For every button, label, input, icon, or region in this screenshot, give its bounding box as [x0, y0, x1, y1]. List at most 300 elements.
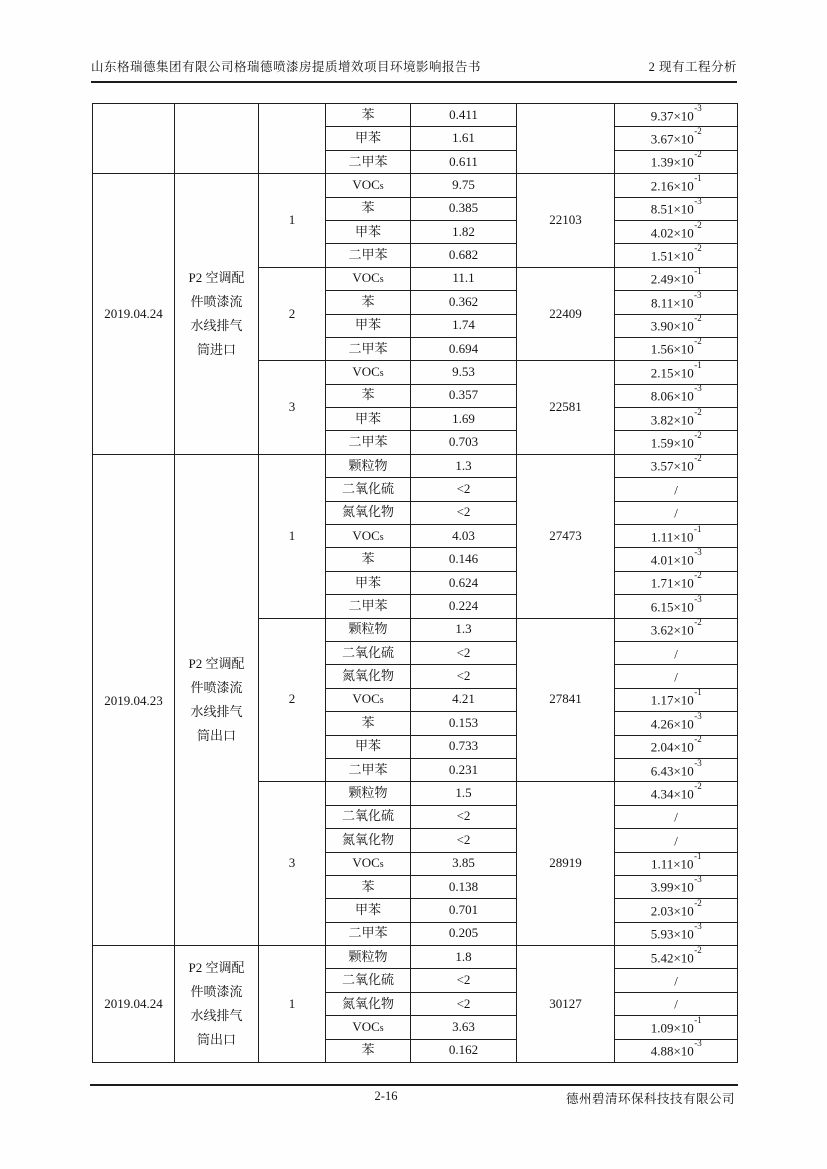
date-cell: [93, 104, 175, 174]
emission-rate-exponent: -2: [694, 571, 702, 581]
emission-rate-cell: [615, 361, 738, 384]
flow-rate-cell: [517, 104, 615, 174]
pollutant-name: 苯: [361, 106, 375, 122]
pollutant-cell: [326, 875, 411, 898]
location-line: 水线排气: [190, 1008, 243, 1024]
pollutant-cell: [326, 197, 411, 220]
pollutant-name: 二甲苯: [348, 761, 388, 777]
emission-rate-cell: [615, 618, 738, 641]
date-text: 2019.04.24: [104, 995, 163, 1011]
concentration-value: <2: [456, 831, 471, 847]
pollutant-cell: [326, 384, 411, 407]
pollutant-cell: [326, 688, 411, 711]
concentration-cell: [411, 875, 517, 898]
pollutant-cell: [326, 665, 411, 688]
emission-rate-mantissa: 2.15×10: [650, 365, 694, 381]
emission-rate-exponent: -2: [694, 220, 702, 230]
pollutant-cell: [326, 104, 411, 127]
concentration-cell: [411, 525, 517, 548]
concentration-cell: [411, 571, 517, 594]
pollutant-name: 二甲苯: [348, 434, 388, 450]
emission-rate-mantissa: 5.93×10: [650, 926, 694, 942]
emission-rate-exponent: -1: [694, 360, 702, 370]
emission-rate-exponent: -3: [694, 290, 702, 300]
header-chapter-title: 2 现有工程分析: [648, 60, 737, 74]
pollutant-name: 二氧化硫: [341, 972, 394, 988]
emission-rate-cell: [615, 712, 738, 735]
flow-rate-cell: [517, 454, 615, 618]
emission-rate-exponent: -2: [694, 430, 702, 441]
emission-rate-cell: [615, 969, 738, 992]
emission-rate-mantissa: 3.90×10: [650, 318, 694, 334]
emission-rate-mantissa: 6.43×10: [650, 762, 694, 778]
pollutant-cell: [326, 922, 411, 945]
emission-rate-mantissa: 8.51×10: [650, 201, 694, 217]
concentration-value: 0.703: [448, 434, 479, 450]
pollutant-subscript: s: [379, 180, 384, 192]
pollutant-cell: [326, 618, 411, 641]
pollutant-cell: [326, 478, 411, 501]
pollutant-cell: [326, 969, 411, 992]
pollutant-name: 二甲苯: [348, 597, 388, 613]
concentration-cell: [411, 712, 517, 735]
concentration-cell: [411, 992, 517, 1015]
concentration-value: 0.411: [449, 106, 478, 122]
concentration-value: 1.8: [455, 948, 472, 964]
emission-rate-cell: [615, 220, 738, 243]
emission-rate-mantissa: /: [674, 973, 678, 989]
sample-number-cell: [259, 454, 326, 618]
sample-number-cell: [259, 361, 326, 455]
pollutant-cell: [326, 758, 411, 781]
emission-rate-cell: [615, 197, 738, 220]
emission-rate-cell: [615, 1016, 738, 1039]
table-row: [93, 946, 738, 969]
pollutant-cell: [326, 641, 411, 664]
concentration-cell: [411, 314, 517, 337]
concentration-cell: [411, 501, 517, 524]
emission-rate-mantissa: 4.34×10: [650, 786, 694, 802]
emission-rate-mantissa: 3.99×10: [650, 879, 694, 895]
monitoring-results-table: [92, 103, 738, 1063]
concentration-cell: [411, 384, 517, 407]
concentration-value: <2: [456, 995, 471, 1011]
pollutant-name: VOC: [352, 691, 380, 707]
location-line: P2 空调配: [188, 656, 245, 672]
emission-rate-mantissa: 1.11×10: [650, 856, 694, 872]
pollutant-cell: [326, 992, 411, 1015]
pollutant-subscript: s: [379, 859, 384, 871]
emission-rate-exponent: -3: [694, 711, 702, 721]
pollutant-name: 氮氧化物: [341, 831, 394, 847]
emission-rate-cell: [615, 501, 738, 524]
emission-rate-mantissa: 1.39×10: [650, 154, 694, 170]
pollutant-cell: [326, 361, 411, 384]
concentration-value: 0.146: [448, 551, 479, 567]
concentration-cell: [411, 431, 517, 454]
emission-rate-cell: [615, 688, 738, 711]
concentration-cell: [411, 735, 517, 758]
concentration-value: 0.205: [448, 925, 479, 941]
location-cell: [175, 454, 259, 945]
concentration-value: 11.1: [452, 270, 475, 286]
concentration-value: 0.624: [448, 574, 479, 590]
emission-rate-exponent: -2: [694, 618, 702, 628]
sample-number: 1: [288, 527, 296, 543]
emission-rate-cell: [615, 314, 738, 337]
pollutant-name: 甲苯: [354, 738, 381, 754]
location-line: 件喷漆流: [190, 680, 243, 696]
location-line: 件喷漆流: [190, 294, 243, 310]
concentration-value: <2: [456, 668, 471, 684]
emission-rate-exponent: -1: [694, 852, 702, 862]
emission-rate-cell: [615, 852, 738, 875]
pollutant-name: 二甲苯: [348, 153, 388, 169]
date-text: 2019.04.24: [104, 305, 163, 321]
pollutant-name: 二甲苯: [348, 247, 388, 263]
monitoring-table-body: [93, 104, 738, 1063]
emission-rate-exponent: -2: [694, 407, 702, 417]
emission-rate-mantissa: /: [674, 482, 678, 498]
concentration-cell: [411, 665, 517, 688]
concentration-cell: [411, 174, 517, 197]
flow-rate-value: 27841: [549, 691, 582, 707]
emission-rate-cell: [615, 922, 738, 945]
emission-rate-mantissa: /: [674, 645, 678, 661]
concentration-cell: [411, 805, 517, 828]
emission-rate-mantissa: 2.16×10: [650, 178, 694, 194]
pollutant-name: VOC: [352, 527, 380, 543]
pollutant-name: 颗粒物: [348, 785, 388, 801]
pollutant-name: 颗粒物: [348, 457, 388, 473]
emission-rate-mantissa: 3.57×10: [650, 458, 694, 474]
table-row: [93, 104, 738, 127]
pollutant-name: 二氧化硫: [341, 808, 394, 824]
pollutant-cell: [326, 454, 411, 477]
pollutant-cell: [326, 1039, 411, 1062]
sample-number: 1: [288, 211, 296, 227]
concentration-value: 9.53: [452, 364, 475, 380]
location-line: 水线排气: [190, 704, 243, 720]
emission-rate-mantissa: 4.02×10: [650, 224, 694, 240]
pollutant-cell: [326, 735, 411, 758]
pollutant-name: 苯: [361, 1042, 375, 1058]
concentration-value: <2: [456, 480, 471, 496]
concentration-cell: [411, 267, 517, 290]
pollutant-cell: [326, 431, 411, 454]
concentration-cell: [411, 641, 517, 664]
concentration-value: 0.224: [448, 597, 479, 613]
emission-rate-cell: [615, 548, 738, 571]
concentration-cell: [411, 1016, 517, 1039]
emission-rate-cell: [615, 758, 738, 781]
concentration-cell: [411, 1039, 517, 1062]
flow-rate-value: 22103: [549, 211, 582, 227]
pollutant-name: VOC: [352, 176, 380, 192]
emission-rate-cell: [615, 150, 738, 173]
pollutant-cell: [326, 571, 411, 594]
pollutant-name: 苯: [361, 551, 375, 567]
emission-rate-cell: [615, 454, 738, 477]
date-cell: [93, 174, 175, 455]
location-line: 筒出口: [196, 728, 236, 744]
pollutant-name: 颗粒物: [348, 948, 388, 964]
emission-rate-cell: [615, 337, 738, 360]
concentration-value: 0.138: [448, 878, 479, 894]
emission-rate-cell: [615, 665, 738, 688]
pollutant-name: 甲苯: [354, 223, 381, 239]
concentration-cell: [411, 454, 517, 477]
emission-rate-exponent: -2: [694, 314, 702, 324]
emission-rate-exponent: -2: [694, 735, 702, 745]
emission-rate-cell: [615, 735, 738, 758]
header-doc-title: 山东格瑞德集团有限公司格瑞德喷漆房提质增效项目环境影响报告书: [91, 60, 482, 74]
pollutant-name: 氮氧化物: [341, 995, 394, 1011]
concentration-cell: [411, 220, 517, 243]
emission-rate-mantissa: 9.37×10: [650, 107, 694, 123]
pollutant-cell: [326, 946, 411, 969]
emission-rate-mantissa: 2.04×10: [650, 739, 694, 755]
pollutant-name: VOC: [352, 1018, 380, 1034]
pollutant-cell: [326, 782, 411, 805]
concentration-cell: [411, 361, 517, 384]
emission-rate-exponent: -3: [694, 384, 702, 394]
date-text: 2019.04.23: [104, 692, 163, 708]
pollutant-name: 氮氧化物: [341, 668, 394, 684]
concentration-value: 0.162: [448, 1042, 479, 1058]
emission-rate-exponent: -3: [694, 875, 702, 885]
emission-rate-mantissa: 5.42×10: [650, 949, 694, 965]
sample-number-cell: [259, 782, 326, 946]
pollutant-name: 二氧化硫: [341, 480, 394, 496]
sample-number: 1: [288, 995, 296, 1011]
concentration-value: 3.63: [452, 1018, 475, 1034]
emission-rate-cell: [615, 384, 738, 407]
concentration-cell: [411, 408, 517, 431]
emission-rate-exponent: -1: [694, 267, 702, 277]
emission-rate-mantissa: 3.67×10: [650, 131, 694, 147]
emission-rate-mantissa: 1.17×10: [650, 692, 694, 708]
emission-rate-mantissa: 4.88×10: [650, 1043, 694, 1059]
pollutant-name: 氮氧化物: [341, 504, 394, 520]
location-line: 筒出口: [196, 1032, 236, 1048]
emission-rate-cell: [615, 805, 738, 828]
emission-rate-cell: [615, 641, 738, 664]
pollutant-cell: [326, 337, 411, 360]
emission-rate-cell: [615, 875, 738, 898]
concentration-value: 0.682: [448, 247, 479, 263]
page-header: [91, 57, 737, 83]
concentration-cell: [411, 127, 517, 150]
location-line: 水线排气: [190, 318, 243, 334]
pollutant-cell: [326, 220, 411, 243]
pollutant-cell: [326, 805, 411, 828]
concentration-cell: [411, 150, 517, 173]
emission-rate-cell: [615, 127, 738, 150]
emission-rate-exponent: -3: [694, 922, 702, 932]
emission-rate-exponent: -2: [694, 243, 702, 253]
emission-rate-cell: [615, 595, 738, 618]
emission-rate-cell: [615, 244, 738, 267]
concentration-value: 0.153: [448, 714, 479, 730]
concentration-value: 1.82: [452, 223, 475, 239]
pollutant-subscript: s: [379, 274, 384, 286]
location-line: 件喷漆流: [190, 984, 243, 1000]
concentration-value: 0.733: [448, 738, 479, 754]
concentration-cell: [411, 244, 517, 267]
emission-rate-cell: [615, 992, 738, 1015]
emission-rate-cell: [615, 571, 738, 594]
emission-rate-mantissa: /: [674, 669, 678, 685]
emission-rate-mantissa: 2.03×10: [650, 903, 694, 919]
pollutant-cell: [326, 174, 411, 197]
location-cell: [175, 946, 259, 1063]
emission-rate-cell: [615, 829, 738, 852]
emission-rate-cell: [615, 174, 738, 197]
emission-rate-mantissa: 1.56×10: [650, 341, 694, 357]
emission-rate-mantissa: /: [674, 833, 678, 848]
pollutant-subscript: s: [379, 531, 384, 543]
flow-rate-cell: [517, 267, 615, 361]
emission-rate-mantissa: 4.01×10: [650, 552, 694, 568]
emission-rate-exponent: -2: [694, 126, 702, 136]
emission-rate-exponent: -2: [694, 337, 702, 347]
concentration-cell: [411, 478, 517, 501]
table-row: [93, 174, 738, 197]
flow-rate-value: 22581: [549, 399, 582, 415]
location-line: P2 空调配: [188, 270, 245, 286]
concentration-cell: [411, 618, 517, 641]
pollutant-name: 二甲苯: [348, 340, 388, 356]
concentration-value: 0.357: [448, 387, 479, 403]
emission-rate-cell: [615, 267, 738, 290]
pollutant-name: VOC: [352, 855, 380, 871]
emission-rate-mantissa: 3.62×10: [650, 622, 694, 638]
pollutant-cell: [326, 408, 411, 431]
concentration-value: 0.611: [449, 153, 478, 169]
emission-rate-cell: [615, 408, 738, 431]
pollutant-cell: [326, 595, 411, 618]
pollutant-name: 苯: [361, 200, 375, 216]
pollutant-name: VOC: [352, 270, 380, 286]
location-line: P2 空调配: [188, 960, 245, 976]
pollutant-name: 甲苯: [354, 902, 381, 917]
concentration-value: 0.362: [448, 293, 479, 309]
emission-rate-mantissa: 1.09×10: [650, 1020, 694, 1036]
pollutant-name: 苯: [361, 714, 375, 730]
emission-rate-cell: [615, 478, 738, 501]
pollutant-name: 苯: [361, 387, 375, 403]
emission-rate-mantissa: /: [674, 505, 678, 521]
concentration-value: 1.61: [452, 130, 475, 146]
pollutant-cell: [326, 829, 411, 852]
pollutant-subscript: s: [379, 695, 384, 707]
pollutant-name: 甲苯: [354, 317, 381, 333]
concentration-value: 9.75: [452, 176, 475, 192]
emission-rate-exponent: -3: [694, 547, 702, 557]
sample-number-cell: [259, 104, 326, 174]
concentration-value: 0.231: [448, 761, 479, 777]
concentration-value: <2: [456, 644, 471, 660]
emission-rate-exponent: -3: [694, 758, 702, 768]
flow-rate-cell: [517, 618, 615, 782]
pollutant-subscript: s: [379, 1022, 384, 1034]
emission-rate-mantissa: 1.59×10: [650, 435, 694, 451]
concentration-value: 1.69: [452, 410, 475, 426]
emission-rate-exponent: -2: [694, 781, 702, 791]
emission-rate-exponent: -3: [694, 103, 702, 113]
concentration-value: 4.21: [452, 691, 475, 707]
pollutant-name: 颗粒物: [348, 621, 388, 637]
location-cell: [175, 104, 259, 174]
concentration-value: 1.3: [455, 621, 472, 637]
concentration-cell: [411, 969, 517, 992]
emission-rate-exponent: -1: [694, 1015, 702, 1025]
sample-number-cell: [259, 618, 326, 782]
emission-rate-mantissa: 2.49×10: [650, 271, 694, 287]
emission-rate-exponent: -2: [694, 454, 702, 464]
table-row: [93, 454, 738, 477]
pollutant-name: 二氧化硫: [341, 644, 394, 660]
flow-rate-cell: [517, 782, 615, 946]
pollutant-cell: [326, 244, 411, 267]
sample-number: 2: [288, 691, 296, 707]
flow-rate-value: 30127: [549, 995, 582, 1011]
pollutant-name: 二甲苯: [348, 925, 388, 941]
pollutant-cell: [326, 501, 411, 524]
concentration-cell: [411, 595, 517, 618]
emission-rate-exponent: -2: [694, 945, 702, 955]
pollutant-cell: [326, 1016, 411, 1039]
date-cell: [93, 946, 175, 1063]
date-cell: [93, 454, 175, 945]
concentration-cell: [411, 946, 517, 969]
emission-rate-mantissa: 8.11×10: [650, 295, 694, 311]
flow-rate-cell: [517, 361, 615, 455]
location-cell: [175, 174, 259, 455]
flow-rate-cell: [517, 174, 615, 268]
emission-rate-exponent: -2: [694, 150, 702, 160]
emission-rate-mantissa: /: [674, 996, 678, 1012]
pollutant-name: 甲苯: [354, 574, 381, 590]
concentration-value: 3.85: [452, 855, 475, 871]
concentration-cell: [411, 688, 517, 711]
emission-rate-mantissa: 3.82×10: [650, 411, 694, 427]
emission-rate-mantissa: 1.71×10: [650, 575, 694, 591]
concentration-cell: [411, 829, 517, 852]
pollutant-subscript: s: [379, 368, 384, 380]
pollutant-cell: [326, 267, 411, 290]
pollutant-name: VOC: [352, 364, 380, 380]
concentration-cell: [411, 922, 517, 945]
concentration-cell: [411, 758, 517, 781]
concentration-value: 0.701: [448, 902, 479, 917]
concentration-value: 4.03: [452, 527, 475, 543]
concentration-cell: [411, 197, 517, 220]
flow-rate-cell: [517, 946, 615, 1063]
emission-rate-cell: [615, 104, 738, 127]
pollutant-cell: [326, 150, 411, 173]
emission-rate-exponent: -2: [694, 898, 702, 908]
pollutant-cell: [326, 899, 411, 922]
pollutant-cell: [326, 548, 411, 571]
pollutant-cell: [326, 127, 411, 150]
concentration-cell: [411, 337, 517, 360]
concentration-cell: [411, 852, 517, 875]
emission-rate-mantissa: 8.06×10: [650, 388, 694, 404]
concentration-value: 1.74: [452, 317, 475, 333]
emission-rate-cell: [615, 525, 738, 548]
